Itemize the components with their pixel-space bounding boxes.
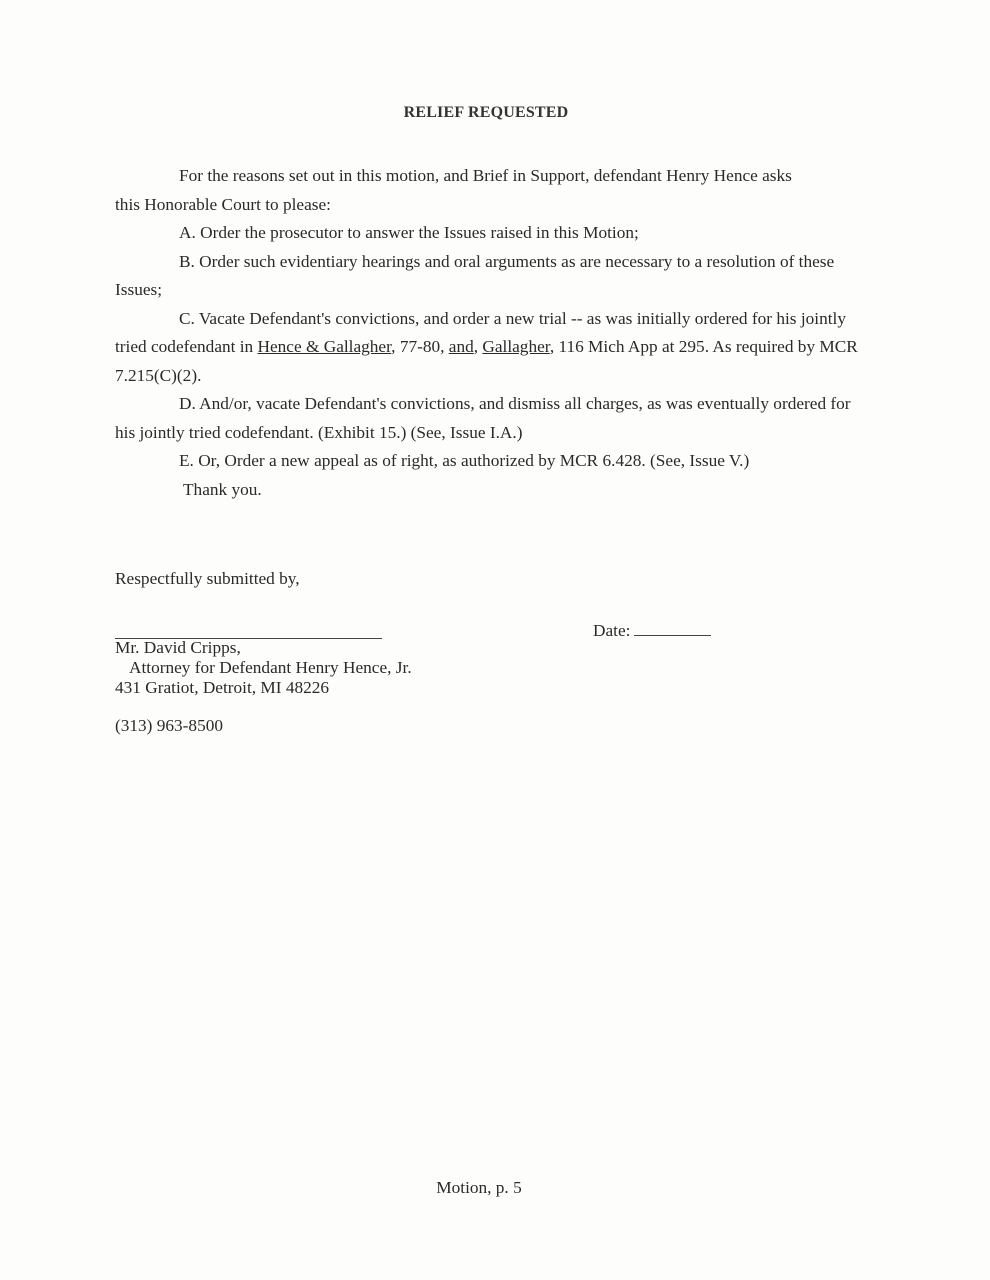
item-c-and: and <box>448 337 474 356</box>
date-field <box>593 621 711 641</box>
submitted-by: Respectfully submitted by, <box>115 569 300 588</box>
intro-line-2: this Honorable Court to please: <box>115 194 331 214</box>
relief-body <box>115 162 860 504</box>
page-footer: Motion, p. 5 <box>436 1178 522 1197</box>
date-blank-line <box>634 621 711 636</box>
item-c-text-pre: C. Vacate Defendant's convictions, and order a new trial -- as was initially ordered for his jointly tried codefendant in <box>115 308 846 356</box>
signer-address: 431 Gratiot, Detroit, MI 48226 <box>115 678 330 697</box>
citation-gallagher: Gallagher <box>482 337 550 356</box>
signer-title: Attorney for Defendant Henry Hence, Jr. <box>129 658 412 677</box>
relief-item-b: B. Order such evidentiary hearings and oral arguments as are necessary to a resolution of these Issues; <box>115 251 835 299</box>
relief-item-e: E. Or, Order a new appeal as of right, as authorized by MCR 6.428. (See, Issue V.) <box>179 451 750 470</box>
citation-hence-gallagher: Hence & Gallagher <box>257 337 392 356</box>
intro-paragraph <box>115 162 860 219</box>
item-c-text-post: , 116 Mich App at 295. As required by MCR 7.215(C)(2). <box>115 337 858 385</box>
date-label: Date: <box>593 621 631 640</box>
relief-item-a: A. Order the prosecutor to answer the Issues raised in this Motion; <box>179 223 639 242</box>
relief-item-d: D. And/or, vacate Defendant's convictions, and dismiss all charges, as was eventually ordered for his jointly tried codefendant. (Exhibit 15.) (See, Issue I.A.) <box>115 394 851 442</box>
thank-you: Thank you. <box>183 479 262 499</box>
relief-item-c <box>115 305 860 391</box>
item-c-text-mid2: , <box>473 337 483 356</box>
intro-line-1: For the reasons set out in this motion, and Brief in Support, defendant Henry Hence asks <box>179 166 792 185</box>
page-title: RELIEF REQUESTED <box>403 104 569 121</box>
signer-name: Mr. David Cripps, <box>115 638 241 657</box>
item-c-text-mid1: , 77-80, <box>391 337 449 356</box>
signature-block <box>115 638 412 698</box>
signer-phone: (313) 963-8500 <box>115 716 223 735</box>
